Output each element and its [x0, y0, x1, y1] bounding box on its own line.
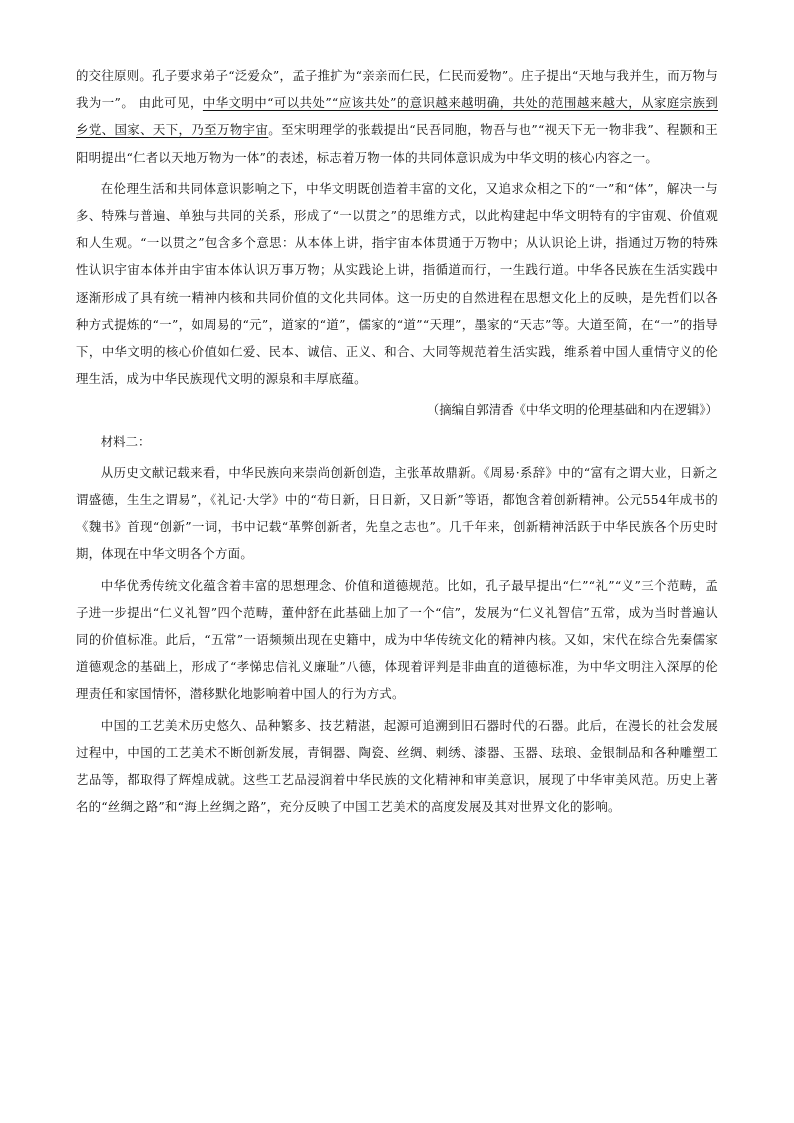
text-before-underline: 的交往原则。孔子要求弟子“泛爱众”，孟子推扩为“亲亲而仁民，仁民而爱物”。庄子提出“天地与我并生，而万物与我为一”。 由此可见， — [76, 68, 718, 111]
paragraph-yi-yi-guan-zhi: 在伦理生活和共同体意识影响之下，中华文明既创造着丰富的文化，又追求众相之下的“一”和“体”，解决一与多、特殊与普遍、单独与共同的关系，形成了“一以贯之”的思维方式，以此构建起中华文明特有的宇宙观、价值观和人生观。“一以贯之”包含多个意思：从本体上讲，指宇宙本体贯通于万物中；从认识论上讲，指通过万物的特殊性认识宇宙本体并由宇宙本体认识万事万物；从实践论上讲，指循道而行，一生践行道。中华各民族在生活实践中逐渐形成了具有统一精神内核和共同价值的文化共同体。这一历史的自然进程在思想文化上的反映，是先哲们以各种方式提炼的“一”，如周易的“元”，道家的“道”，儒家的“道”“天理”，墨家的“天志”等。大道至简，在“一”的指导下，中华文明的核心价值如仁爱、民本、诚信、正义、和合、大同等规范着生活实践，维系着中国人重情守义的伦理生活，成为中华民族现代文明的源泉和丰厚底蕴。 — [76, 180, 718, 387]
material-2-heading: 材料二： — [100, 433, 151, 449]
paragraph-craft-arts: 中国的工艺美术历史悠久、品种繁多、技艺精湛，起源可追溯到旧石器时代的石器。此后，在漫长的社会发展过程中，中国的工艺美术不断创新发展，青铜器、陶瓷、丝绸、刺绣、漆器、玉器、珐琅、金银制品和各种雕塑工艺品等，都取得了辉煌成就。这些工艺品浸润着中华民族的文化精神和审美意识，展现了中华审美风范。历史上著名的“丝绸之路”和“海上丝绸之路”，充分反映了中国工艺美术的高度发展及其对世界文化的影响。 — [76, 717, 718, 815]
underlined-sentence: 中华文明中“可以共处”“应该共处”的意识越来越明确，共处的范围越来越大，从家庭宗族到乡党、国家、天下，乃至万物宇宙 — [76, 95, 718, 138]
paragraph-moral-values: 中华优秀传统文化蕴含着丰富的思想理念、价值和道德规范。比如，孔子最早提出“仁”“礼”“义”三个范畴，孟子进一步提出“仁义礼智”四个范畴，董仲舒在此基础上加了一个“信”，发展为“仁义礼智信”五常，成为当时普遍认同的价值标准。此后，“五常”一语频频出现在史籍中，成为中华传统文化的精神内核。又如，宋代在综合先秦儒家道德观念的基础上，形成了“孝悌忠信礼义廉耻”八德，体现着评判是非曲直的道德标准，为中华文明注入深厚的伦理责任和家国情怀，潜移默化地影响着中国人的行为方式。 — [76, 577, 718, 702]
paragraph-innovation-history: 从历史文献记载来看，中华民族向来崇尚创新创造，主张革故鼎新。《周易·系辞》中的“富有之谓大业，日新之谓盛德，生生之谓易”，《礼记·大学》中的“苟日新，日日新，又日新”等语，都饱含着创新精神。公元554年成书的《魏书》首现“创新”一词，书中记载“革弊创新者，先皇之志也”。几千年来，创新精神活跃于中华民族各个历史时期，体现在中华文明各个方面。 — [76, 464, 718, 562]
source-citation-1: （摘编自郭清香《中华文明的伦理基础和内在逻辑》） — [426, 402, 718, 418]
text-after-underline: 。至宋明理学的张载提出“民吾同胞，物吾与也”“视天下无一物非我”、程颢和王阳明提出“仁者以天地万物为一体”的表述，标志着万物一体的共同体意识成为中华文明的核心内容之一。 — [76, 122, 718, 165]
paragraph-intro-principles — [76, 62, 718, 171]
